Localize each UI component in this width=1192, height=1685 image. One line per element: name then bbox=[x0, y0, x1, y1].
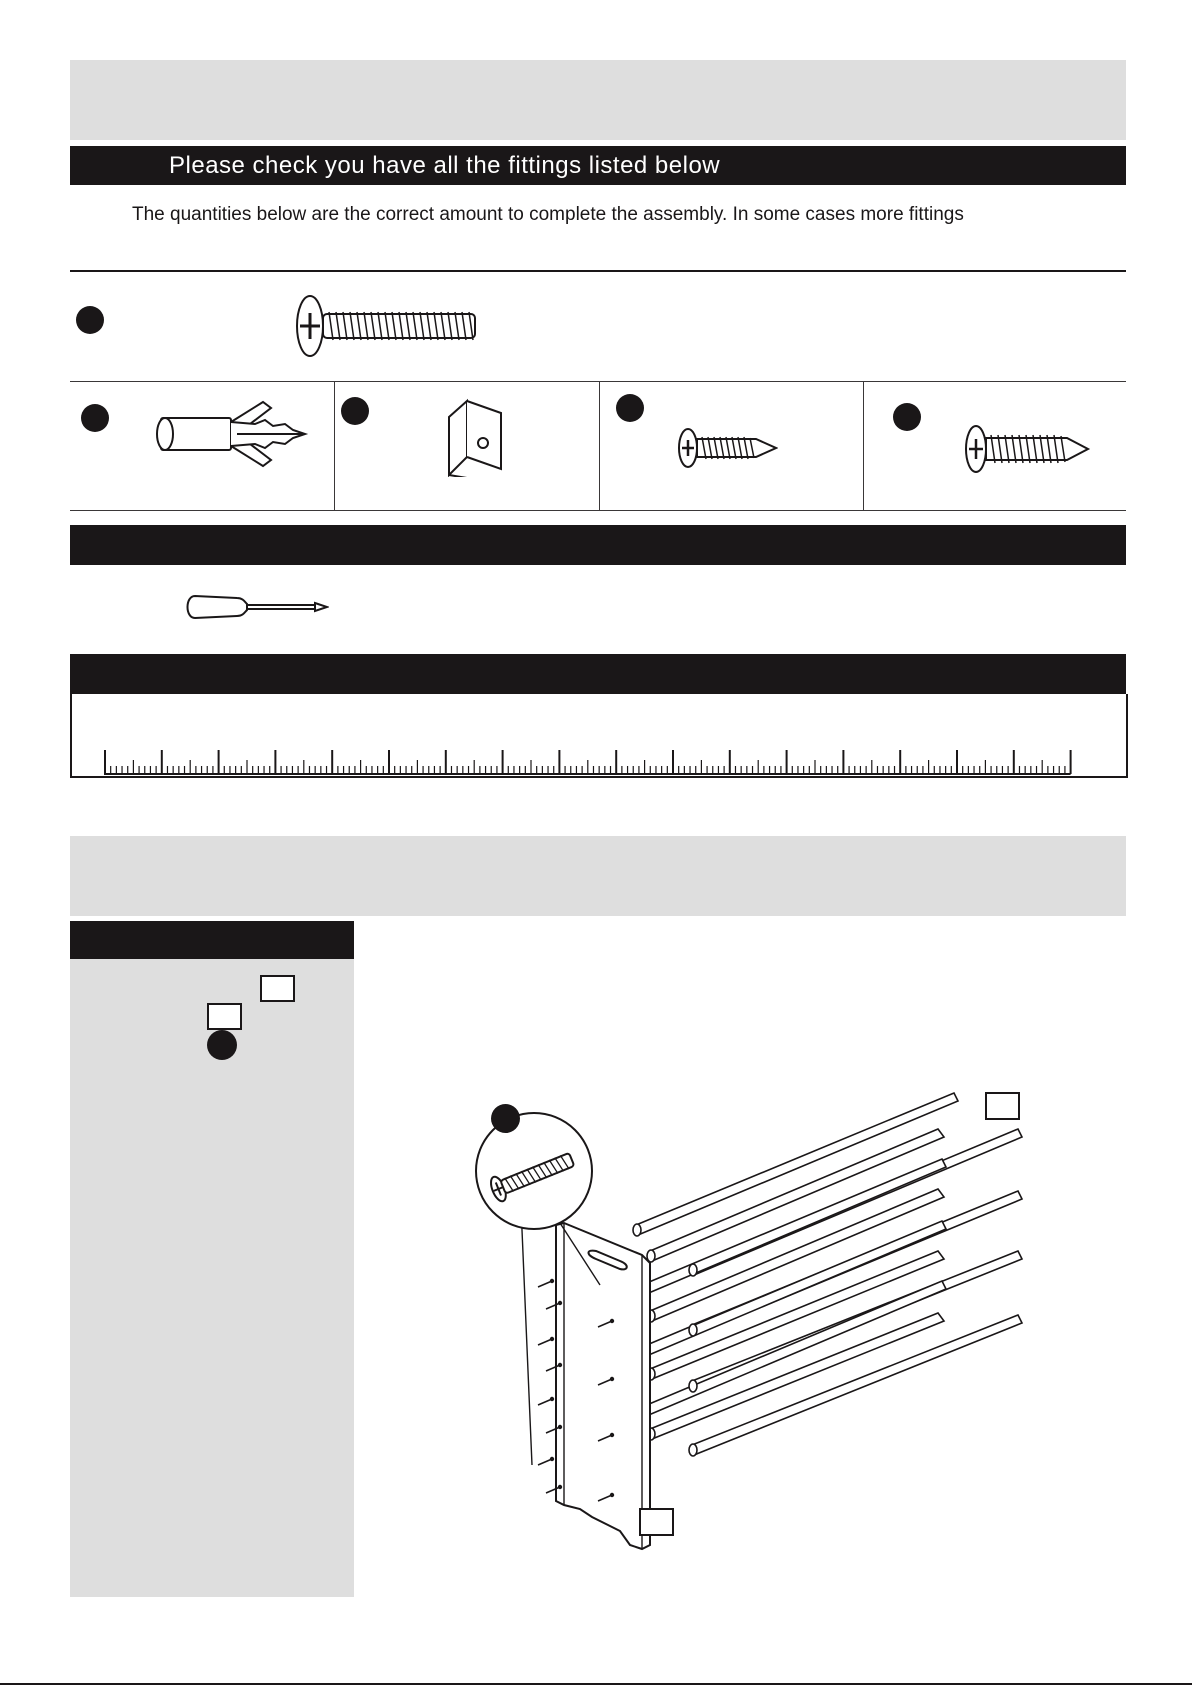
fittings-header-title: Please check you have all the fittings listed below bbox=[169, 152, 721, 179]
fitting-marker-5 bbox=[893, 403, 921, 431]
step-header-bar bbox=[70, 921, 354, 959]
ruler-scale-icon bbox=[104, 746, 1076, 776]
fitting-marker-2 bbox=[81, 404, 109, 432]
fitting-marker-1 bbox=[76, 306, 104, 334]
wood-screw-icon bbox=[963, 424, 1091, 474]
wall-plug-icon bbox=[155, 400, 310, 470]
fitting-marker-3 bbox=[341, 397, 369, 425]
panel-fitting-marker bbox=[207, 1030, 237, 1060]
fittings-row-divider bbox=[70, 381, 1126, 382]
screwdriver-icon bbox=[183, 590, 329, 624]
step-grey-band bbox=[70, 836, 1126, 916]
panel-label-box bbox=[639, 1508, 674, 1536]
fittings-col-divider-1 bbox=[334, 381, 335, 510]
panel-label-box-a bbox=[260, 975, 295, 1002]
angle-bracket-icon bbox=[445, 397, 505, 477]
rod-label-box bbox=[985, 1092, 1020, 1120]
screw-detail-icon bbox=[473, 1110, 595, 1232]
fittings-intro-text: The quantities below are the correct amount to complete the assembly. In some cases more fittings bbox=[132, 204, 964, 225]
fitting-marker-4 bbox=[616, 394, 644, 422]
short-wood-screw-icon bbox=[676, 427, 778, 469]
ruler-header-bar bbox=[70, 654, 1126, 694]
detail-fitting-marker bbox=[491, 1104, 520, 1133]
fittings-bottom-divider bbox=[70, 510, 1126, 511]
top-grey-band bbox=[70, 60, 1126, 140]
tools-header-bar bbox=[70, 525, 1126, 565]
machine-screw-icon bbox=[293, 293, 483, 359]
fittings-col-divider-3 bbox=[863, 381, 864, 510]
fittings-header-bar bbox=[70, 146, 1126, 185]
fittings-col-divider-2 bbox=[599, 381, 600, 510]
panel-label-box-b bbox=[207, 1003, 242, 1030]
fittings-top-divider bbox=[70, 270, 1126, 272]
